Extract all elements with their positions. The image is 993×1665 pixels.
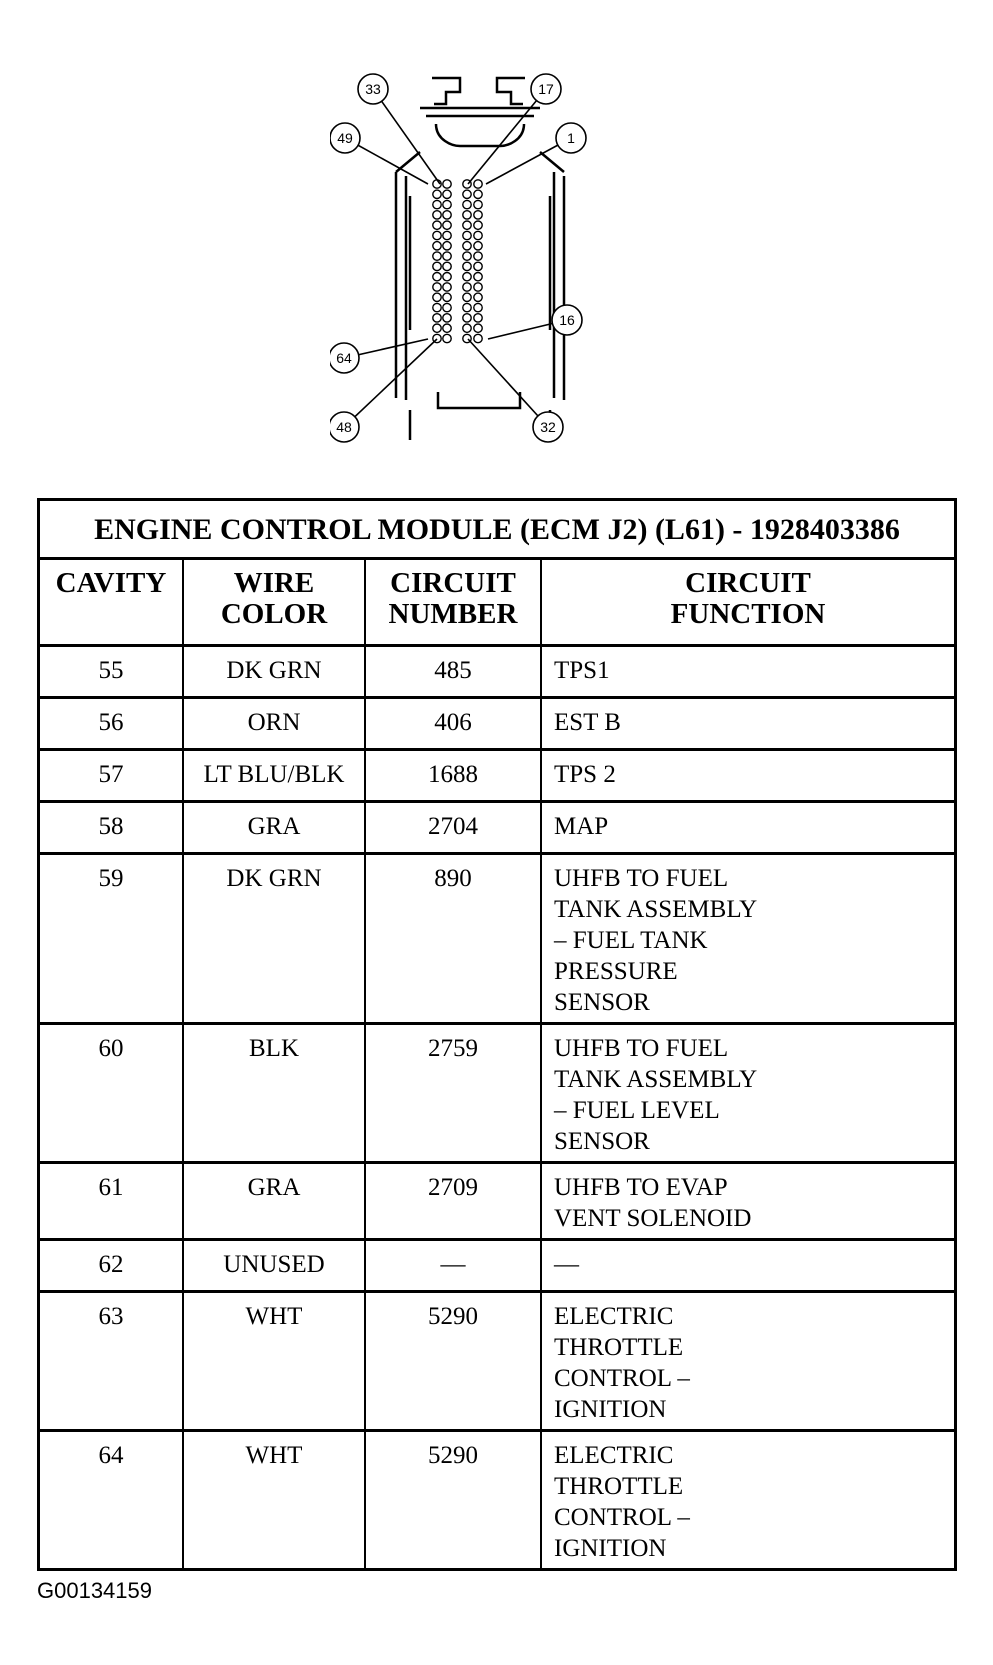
cell-wire-color: GRA <box>183 1163 365 1240</box>
pin-label: 49 <box>337 130 353 146</box>
connector-pin <box>443 293 451 301</box>
connector-pin <box>474 303 482 311</box>
connector-pin <box>474 180 482 188</box>
cell-circuit-function: — <box>541 1240 956 1292</box>
table-header-row <box>39 559 956 646</box>
cell-circuit-function: UHFB TO EVAP VENT SOLENOID <box>541 1163 956 1240</box>
connector-pin <box>463 293 471 301</box>
connector-pin <box>443 221 451 229</box>
cell-wire-color: WHT <box>183 1431 365 1570</box>
table-row <box>39 646 956 698</box>
table-row <box>39 698 956 750</box>
cell-circuit-number: 2704 <box>365 802 541 854</box>
connector-pin <box>474 314 482 322</box>
header-cavity: CAVITY <box>39 559 184 646</box>
connector-pin <box>443 262 451 270</box>
cell-wire-color: DK GRN <box>183 646 365 698</box>
table-title: ENGINE CONTROL MODULE (ECM J2) (L61) - 1928403386 <box>39 500 956 559</box>
connector-pin <box>433 303 441 311</box>
cell-wire-color: ORN <box>183 698 365 750</box>
connector-pin <box>463 200 471 208</box>
connector-pin <box>433 293 441 301</box>
connector-pin <box>433 231 441 239</box>
connector-pin <box>433 273 441 281</box>
connector-pin <box>433 190 441 198</box>
connector-pin <box>474 211 482 219</box>
cell-circuit-number: 2759 <box>365 1024 541 1163</box>
connector-pin <box>443 190 451 198</box>
cell-circuit-number: 890 <box>365 854 541 1024</box>
connector-diagram <box>330 60 630 480</box>
cell-cavity: 62 <box>39 1240 184 1292</box>
cell-circuit-number: 406 <box>365 698 541 750</box>
cell-cavity: 56 <box>39 698 184 750</box>
connector-pin <box>474 242 482 250</box>
cell-cavity: 59 <box>39 854 184 1024</box>
cell-wire-color: UNUSED <box>183 1240 365 1292</box>
cell-cavity: 58 <box>39 802 184 854</box>
cell-cavity: 57 <box>39 750 184 802</box>
connector-pin <box>474 200 482 208</box>
header-circuit-function: CIRCUIT FUNCTION <box>541 559 956 646</box>
connector-pin <box>463 211 471 219</box>
cell-circuit-function: ELECTRIC THROTTLE CONTROL – IGNITION <box>541 1431 956 1570</box>
connector-pin <box>474 221 482 229</box>
connector-pin <box>463 190 471 198</box>
pin-label: 33 <box>365 81 381 97</box>
connector-pin <box>433 324 441 332</box>
connector-pin <box>443 324 451 332</box>
connector-pin <box>463 262 471 270</box>
table-row <box>39 750 956 802</box>
connector-pin <box>433 262 441 270</box>
cell-circuit-function: EST B <box>541 698 956 750</box>
cell-circuit-number: 5290 <box>365 1292 541 1431</box>
cell-wire-color: GRA <box>183 802 365 854</box>
connector-pin <box>443 303 451 311</box>
connector-pin <box>443 180 451 188</box>
connector-pin <box>443 231 451 239</box>
connector-pin <box>474 252 482 260</box>
connector-pin <box>474 262 482 270</box>
cell-circuit-function: TPS 2 <box>541 750 956 802</box>
cell-cavity: 61 <box>39 1163 184 1240</box>
connector-pin <box>443 334 451 342</box>
connector-pin <box>463 252 471 260</box>
connector-pin <box>474 283 482 291</box>
connector-pin <box>433 211 441 219</box>
table-row <box>39 802 956 854</box>
connector-pin <box>463 273 471 281</box>
connector-pin <box>474 293 482 301</box>
cell-circuit-number: 5290 <box>365 1431 541 1570</box>
pin-label: 64 <box>336 350 352 366</box>
connector-pin <box>474 273 482 281</box>
connector-pin <box>443 283 451 291</box>
table-row <box>39 1292 956 1431</box>
connector-pin <box>433 221 441 229</box>
cell-cavity: 63 <box>39 1292 184 1431</box>
cell-circuit-number: 485 <box>365 646 541 698</box>
ecm-connector-table <box>37 498 957 1571</box>
pin-label: 1 <box>567 130 575 146</box>
cell-cavity: 55 <box>39 646 184 698</box>
pin-callout <box>468 74 561 184</box>
connector-pin <box>474 190 482 198</box>
connector-pin <box>463 314 471 322</box>
cell-circuit-number: — <box>365 1240 541 1292</box>
table-row <box>39 854 956 1024</box>
connector-pin <box>433 314 441 322</box>
connector-pin <box>443 314 451 322</box>
cell-cavity: 64 <box>39 1431 184 1570</box>
pin-callout <box>468 339 563 442</box>
connector-pin <box>433 252 441 260</box>
connector-pin <box>443 211 451 219</box>
table-row <box>39 1024 956 1163</box>
pin-label: 48 <box>336 419 352 435</box>
pin-label: 17 <box>538 81 554 97</box>
cell-cavity: 60 <box>39 1024 184 1163</box>
header-wire-color: WIRE COLOR <box>183 559 365 646</box>
pin-callout <box>488 305 582 339</box>
pin-callout <box>486 123 586 184</box>
cell-circuit-number: 1688 <box>365 750 541 802</box>
connector-pin <box>463 324 471 332</box>
table-row <box>39 1431 956 1570</box>
cell-circuit-number: 2709 <box>365 1163 541 1240</box>
pin-callout <box>330 123 428 184</box>
cell-wire-color: BLK <box>183 1024 365 1163</box>
table-title-row <box>39 500 956 559</box>
table-row <box>39 1240 956 1292</box>
connector-pin <box>463 242 471 250</box>
pin-label: 16 <box>559 312 575 328</box>
cell-wire-color: LT BLU/BLK <box>183 750 365 802</box>
connector-pin <box>463 283 471 291</box>
pin-label: 32 <box>540 419 556 435</box>
connector-pin <box>443 252 451 260</box>
header-circuit-number: CIRCUIT NUMBER <box>365 559 541 646</box>
cell-circuit-function: UHFB TO FUEL TANK ASSEMBLY – FUEL LEVEL SENSOR <box>541 1024 956 1163</box>
cell-circuit-function: ELECTRIC THROTTLE CONTROL – IGNITION <box>541 1292 956 1431</box>
connector-pin <box>433 242 441 250</box>
pin-callout <box>330 339 428 373</box>
cell-circuit-function: UHFB TO FUEL TANK ASSEMBLY – FUEL TANK PRESSURE SENSOR <box>541 854 956 1024</box>
connector-pin <box>433 200 441 208</box>
connector-pin <box>463 221 471 229</box>
connector-pin <box>443 273 451 281</box>
cell-wire-color: WHT <box>183 1292 365 1431</box>
connector-pin <box>474 231 482 239</box>
connector-pin <box>474 334 482 342</box>
cell-wire-color: DK GRN <box>183 854 365 1024</box>
connector-pin <box>433 283 441 291</box>
connector-pin <box>474 324 482 332</box>
connector-pin <box>443 242 451 250</box>
figure-id: G00134159 <box>37 1578 152 1603</box>
connector-pin <box>463 231 471 239</box>
cell-circuit-function: TPS1 <box>541 646 956 698</box>
table-row <box>39 1163 956 1240</box>
connector-pin <box>443 200 451 208</box>
cell-circuit-function: MAP <box>541 802 956 854</box>
connector-pin <box>463 303 471 311</box>
